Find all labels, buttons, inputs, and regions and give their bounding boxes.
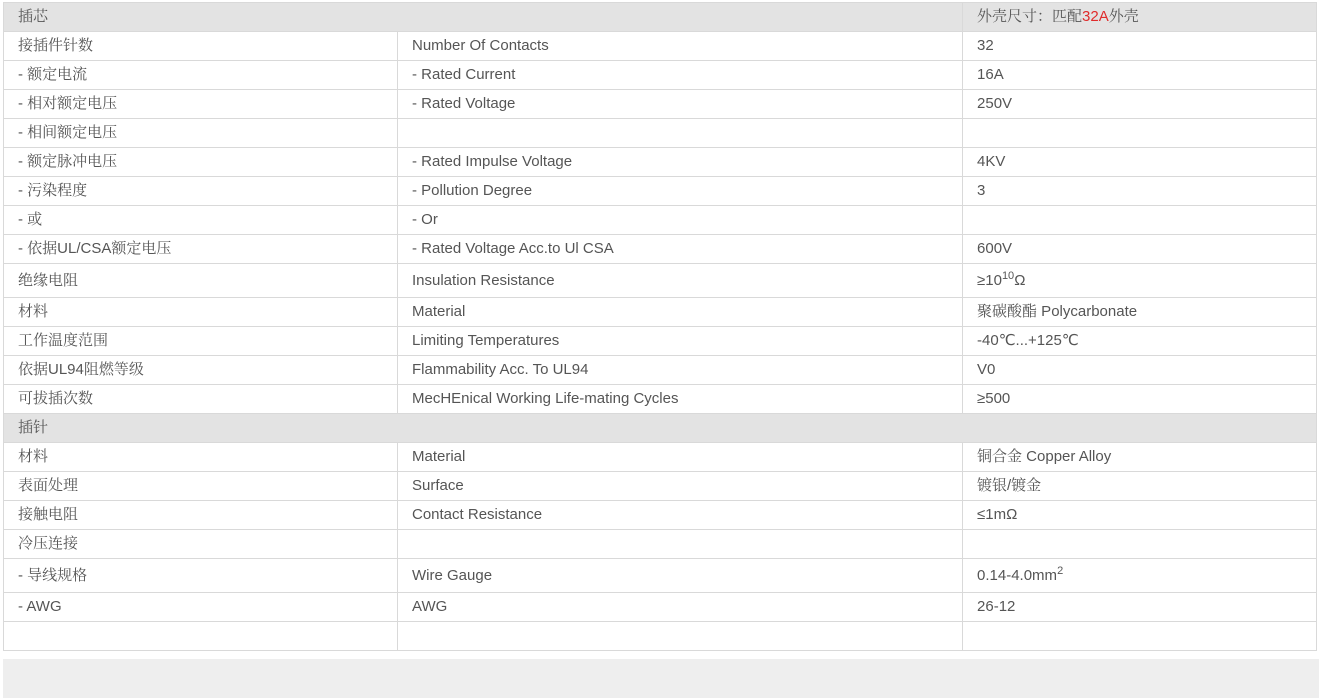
table-row bbox=[4, 206, 1317, 235]
table-row bbox=[4, 264, 1317, 298]
row-cn-label: 冷压连接 bbox=[4, 530, 398, 559]
row-value: 铜合金 Copper Alloy bbox=[963, 443, 1317, 472]
row-cn-label: 表面处理 bbox=[4, 472, 398, 501]
housing-size-note bbox=[963, 3, 1317, 32]
table-row bbox=[4, 530, 1317, 559]
table-row bbox=[4, 501, 1317, 530]
table-row bbox=[4, 443, 1317, 472]
value-base: ≥10 bbox=[977, 271, 1002, 289]
row-en-label: - Pollution Degree bbox=[398, 177, 963, 206]
section-title-socket: 插芯 bbox=[4, 3, 963, 32]
spec-table bbox=[3, 2, 1317, 651]
page-footer-strip bbox=[3, 659, 1319, 698]
section-title-pins: 插针 bbox=[4, 414, 1317, 443]
table-row bbox=[4, 593, 1317, 622]
row-cn-label: 材料 bbox=[4, 443, 398, 472]
row-cn-label: - 污染程度 bbox=[4, 177, 398, 206]
table-row bbox=[4, 90, 1317, 119]
row-cn-label: 可拔插次数 bbox=[4, 385, 398, 414]
table-row bbox=[4, 298, 1317, 327]
row-value bbox=[963, 264, 1317, 298]
row-en-label: MecHEnical Working Life-mating Cycles bbox=[398, 385, 963, 414]
table-row bbox=[4, 148, 1317, 177]
row-cn-label: 工作温度范围 bbox=[4, 327, 398, 356]
row-en-label: Material bbox=[398, 298, 963, 327]
row-en-label: - Rated Current bbox=[398, 61, 963, 90]
row-cn-label: - 额定脉冲电压 bbox=[4, 148, 398, 177]
row-value: -40℃...+125℃ bbox=[963, 327, 1317, 356]
value-unit: Ω bbox=[1014, 271, 1026, 289]
row-cn-label: 材料 bbox=[4, 298, 398, 327]
housing-note-accent: 32A bbox=[1082, 8, 1109, 25]
row-cn-label: - AWG bbox=[4, 593, 398, 622]
row-en-label: Wire Gauge bbox=[398, 559, 963, 593]
row-en-label: - Rated Voltage Acc.to Ul CSA bbox=[398, 235, 963, 264]
row-cn-label: - 依据UL/CSA额定电压 bbox=[4, 235, 398, 264]
row-value: 聚碳酸酯 Polycarbonate bbox=[963, 298, 1317, 327]
row-value bbox=[963, 119, 1317, 148]
row-en-label: - Rated Voltage bbox=[398, 90, 963, 119]
table-row bbox=[4, 622, 1317, 651]
row-value: 16A bbox=[963, 61, 1317, 90]
row-cn-label: 依据UL94阻燃等级 bbox=[4, 356, 398, 385]
table-row bbox=[4, 385, 1317, 414]
value-exponent: 10 bbox=[1001, 269, 1015, 282]
row-en-label: Insulation Resistance bbox=[398, 264, 963, 298]
table-row bbox=[4, 119, 1317, 148]
row-value: 4KV bbox=[963, 148, 1317, 177]
row-cn-label: - 或 bbox=[4, 206, 398, 235]
section-header-socket bbox=[4, 3, 1317, 32]
row-en-label bbox=[398, 622, 963, 651]
row-cn-label bbox=[4, 622, 398, 651]
table-row bbox=[4, 472, 1317, 501]
row-cn-label: - 相对额定电压 bbox=[4, 90, 398, 119]
row-cn-label: 接插件针数 bbox=[4, 32, 398, 61]
row-value bbox=[963, 622, 1317, 651]
table-row bbox=[4, 356, 1317, 385]
table-row bbox=[4, 559, 1317, 593]
row-en-label: Surface bbox=[398, 472, 963, 501]
value-base: 0.14-4.0mm bbox=[977, 566, 1058, 584]
row-value: 26-12 bbox=[963, 593, 1317, 622]
section-header-pins bbox=[4, 414, 1317, 443]
row-en-label: Contact Resistance bbox=[398, 501, 963, 530]
table-row bbox=[4, 32, 1317, 61]
row-en-label: Material bbox=[398, 443, 963, 472]
row-value: 600V bbox=[963, 235, 1317, 264]
row-en-label bbox=[398, 119, 963, 148]
row-value: ≥500 bbox=[963, 385, 1317, 414]
row-value bbox=[963, 559, 1317, 593]
row-en-label: - Rated Impulse Voltage bbox=[398, 148, 963, 177]
row-en-label: - Or bbox=[398, 206, 963, 235]
table-row bbox=[4, 177, 1317, 206]
row-cn-label: 绝缘电阻 bbox=[4, 264, 398, 298]
spec-table-container bbox=[3, 2, 1316, 651]
table-row bbox=[4, 327, 1317, 356]
table-row bbox=[4, 235, 1317, 264]
row-value: 32 bbox=[963, 32, 1317, 61]
row-cn-label: - 相间额定电压 bbox=[4, 119, 398, 148]
row-value: V0 bbox=[963, 356, 1317, 385]
row-value: 镀银/镀金 bbox=[963, 472, 1317, 501]
housing-note-prefix: 外壳尺寸：匹配 bbox=[977, 8, 1083, 25]
row-value bbox=[963, 530, 1317, 559]
row-en-label: AWG bbox=[398, 593, 963, 622]
row-en-label: Number Of Contacts bbox=[398, 32, 963, 61]
row-value: ≤1mΩ bbox=[963, 501, 1317, 530]
row-value: 250V bbox=[963, 90, 1317, 119]
row-cn-label: - 导线规格 bbox=[4, 559, 398, 593]
row-en-label: Limiting Temperatures bbox=[398, 327, 963, 356]
table-row bbox=[4, 61, 1317, 90]
row-value: 3 bbox=[963, 177, 1317, 206]
row-en-label bbox=[398, 530, 963, 559]
value-exponent: 2 bbox=[1057, 564, 1064, 577]
row-cn-label: - 额定电流 bbox=[4, 61, 398, 90]
row-value bbox=[963, 206, 1317, 235]
row-cn-label: 接触电阻 bbox=[4, 501, 398, 530]
housing-note-suffix: 外壳 bbox=[1108, 8, 1139, 25]
row-en-label: Flammability Acc. To UL94 bbox=[398, 356, 963, 385]
